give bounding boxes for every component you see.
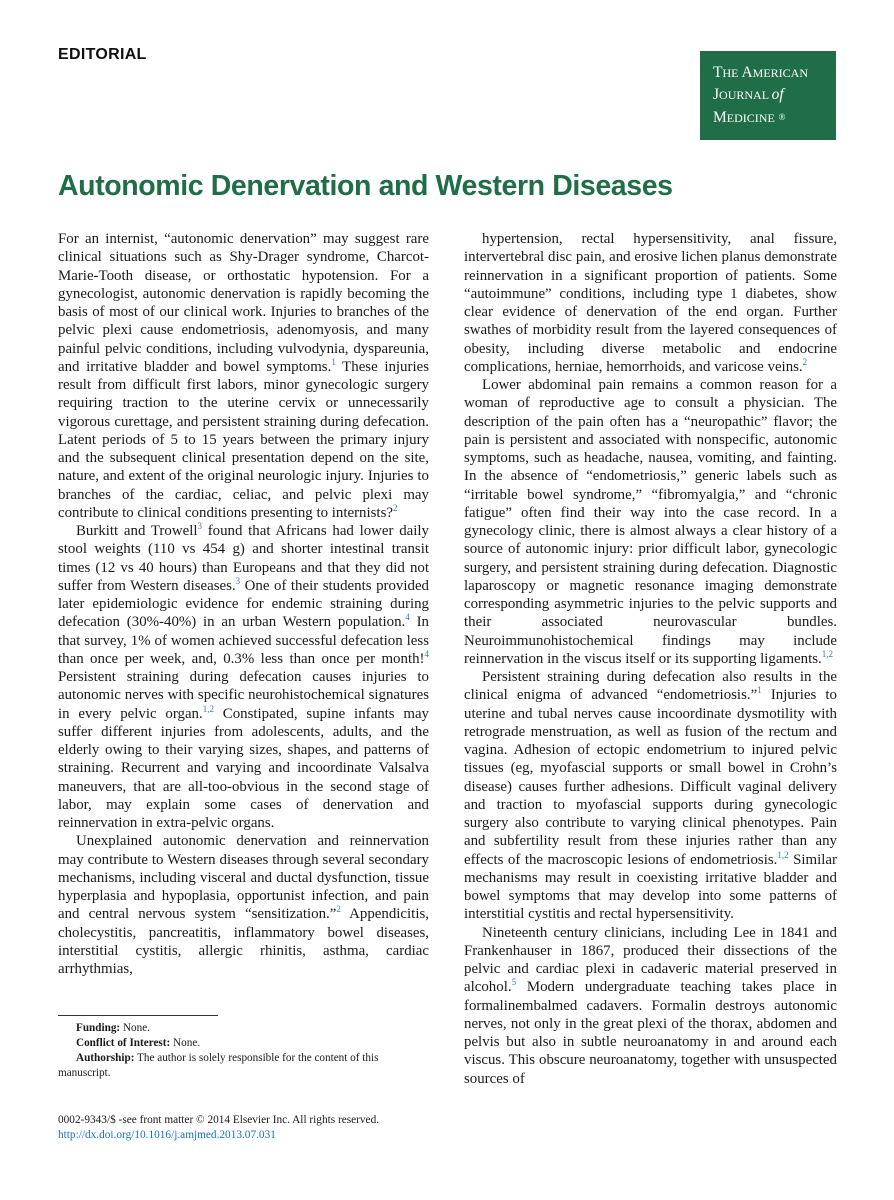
section-label: EDITORIAL <box>58 46 147 63</box>
citation-ref[interactable]: 2 <box>802 356 808 367</box>
left-column <box>58 230 429 978</box>
citation-ref[interactable]: 2 <box>392 502 398 513</box>
citation-ref[interactable]: 1,2 <box>821 648 833 659</box>
body-paragraph: Unexplained autonomic denervation and reinnervation may contribute to Western diseases through several secondary mechanisms, including visceral and ductal dysfunction, tissue hyperplasia and hypoplasia, opportunist infection, and pain and central nervous system “sensitization.”$^2$ Appendicitis, cholecystitis, pancreatitis, inflammatory bowel diseases, interstitial cystitis, allergic rhinitis, asthma, cardiac arrhythmias, <box>58 833 429 977</box>
journal-logo-line-2: JOURNAL of <box>713 86 784 103</box>
citation-ref[interactable]: 5 <box>511 977 517 988</box>
body-paragraph: Nineteenth century clinicians, including Lee in 1841 and Frankenhauser in 1867, produced their dissections of the pelvic and cardiac plexi in cadaveric material preserved in alcohol.$^5$ Modern undergraduate teaching takes place in formalinembalmed cadavers. Formalin destroys autonomic nerves, not only in the great plexi of the thorax, abdomen and pelvis but also in subtle neuroanatomy in and around each viscus. This obscure neuroanatomy, together with unsuspected sources of <box>464 924 837 1087</box>
citation-ref[interactable]: 1,2 <box>777 849 789 860</box>
body-paragraph: For an internist, “autonomic denervation” may suggest rare clinical situations such as Shy-Drager syndrome, Charcot-Marie-Tooth disease, or orthostatic hypotension. For a gynecologist, autonomic denervation is rapidly becoming the basis of most of our clinical work. Injuries to branches of the pelvic plexi cause endometriosis, adenomyosis, and many painful pelvic conditions, including vulvodynia, dyspareunia, and irritative bladder and bowel symptoms.$^1$ These injuries result from difficult first labors, minor gynecologic surgery requiring traction to the uterine cervix or unnecessarily vigorous curettage, and persistent straining during defecation. Latent periods of 5 to 15 years between the primary injury and the subsequent clinical presentation depend on the site, nature, and extent of the original neurologic injury. Injuries to branches of the cardiac, celiac, and pelvic plexi may contribute to clinical conditions presenting to internists?$^2$ <box>58 231 429 521</box>
citation-ref[interactable]: 3 <box>235 575 241 586</box>
article-title: Autonomic Denervation and Western Diseases <box>58 170 673 202</box>
body-paragraph: Burkitt and Trowell$^3$ found that Africans had lower daily stool weights (110 vs 454 g) and shorter intestinal transit times (12 vs 40 hours) than Europeans and that they did not suffer from Western diseases.$^3$ One of their students provided later epidemiologic evidence for endemic straining during defecation (30%-40%) in an urban Western population.$^4$ In that survey, 1% of women achieved successful defecation less than once per week, and, 0.3% less than once per month!$^4$ Persistent straining during defecation causes injuries to autonomic nerves with specific neurohistochemical signatures in every pelvic organ.$^{1,2}$ Constipated, supine infants may suffer different injuries from adolescents, adults, and the elderly owing to their varying sizes, shapes, and patterns of straining. Recurrent and varying and incoordinate Valsalva maneuvers, that are all-too-obvious in the second stage of labor, may explain some cases of denervation and reinnervation in extra-pelvic organs. <box>58 521 430 831</box>
citation-ref[interactable]: 1 <box>757 685 762 696</box>
authorship-note: Authorship: The author is solely responsible for the content of this manuscript. <box>58 1052 379 1079</box>
citation-ref[interactable]: 2 <box>336 904 341 915</box>
citation-ref[interactable]: 4 <box>424 648 429 659</box>
copyright-block <box>58 1113 379 1143</box>
conflict-note: Conflict of Interest: None. <box>76 1037 201 1049</box>
right-column <box>464 230 837 1088</box>
citation-ref[interactable]: 1 <box>331 356 336 367</box>
journal-logo-line-1: THE AMERICAN <box>713 64 809 81</box>
journal-logo-line-3: MEDICINE ® <box>713 109 786 126</box>
body-paragraph: Persistent straining during defecation also results in the clinical enigma of advanced “endometriosis.”$^1$ Injuries to uterine and tubal nerves cause incoordinate dysmotility with retrograde menstruation, as well as fusion of the rectum and vagina. Adhesion of ectopic endometrium to injured pelvic tissues (eg, myofascial supports or small bowel in Crohn’s disease) causes further adhesions. Difficult vaginal delivery and traction to myofascial supports during gynecologic surgery also contribute to varying clinical phenotypes. Pain and subfertility result from these injuries rather than any effects of the macroscopic lesions of endometriosis.$^{1,2}$ Similar mechanisms may result in coexisting irritative bladder and bowel symptoms that may develop into some patterns of interstitial cystitis and rectal hypersensitivity. <box>464 669 837 923</box>
funding-note: Funding: None. <box>76 1022 150 1034</box>
copyright-text: 0002-9343/$ -see front matter © 2014 Elsevier Inc. All rights reserved. <box>58 1114 380 1126</box>
citation-ref[interactable]: 3 <box>197 521 202 532</box>
footnotes <box>58 1021 429 1081</box>
body-paragraph: hypertension, rectal hypersensitivity, anal fissure, intervertebral disc pain, and erosive lichen planus demonstrate reinnervation in a significant proportion of patients. Some “autoimmune” conditions, including type 1 diabetes, show clear evidence of denervation of the end organ. Further swathes of morbidity result from the layered consequences of obesity, including diverse metabolic and endocrine complications, herniae, hemorrhoids, and varicose veins.$^2$ <box>464 231 837 375</box>
doi-link[interactable]: http://dx.doi.org/10.1016/j.amjmed.2013.07.031 <box>58 1129 276 1141</box>
citation-ref[interactable]: 4 <box>405 612 410 623</box>
citation-ref[interactable]: 1,2 <box>202 703 214 714</box>
journal-logo <box>700 51 836 140</box>
footnote-divider <box>58 1015 218 1016</box>
body-paragraph: Lower abdominal pain remains a common reason for a woman of reproductive age to consult a physician. The description of the pain often has a “neuropathic” flavor; the pain is persistent and associated with nonspecific, autonomic symptoms, such as headache, nausea, vomiting, and fainting. In the absence of “endometriosis,” generic labels such as “irritable bowel syndrome,” “fibromyalgia,” and “chronic fatigue” often find their way into the case record. In a gynecology clinic, there is almost always a clear history of a source of autonomic injury: prior difficult labor, gynecologic surgery, and persistent straining during defecation. Diagnostic laparoscopy or magnetic resonance imaging demonstrate corresponding asymmetric injuries to the pelvic supports and their associated neurovascular bundles. Neuroimmunohistochemical findings may include reinnervation in the viscus itself or its supporting ligaments.$^{1,2}$ <box>464 377 837 667</box>
